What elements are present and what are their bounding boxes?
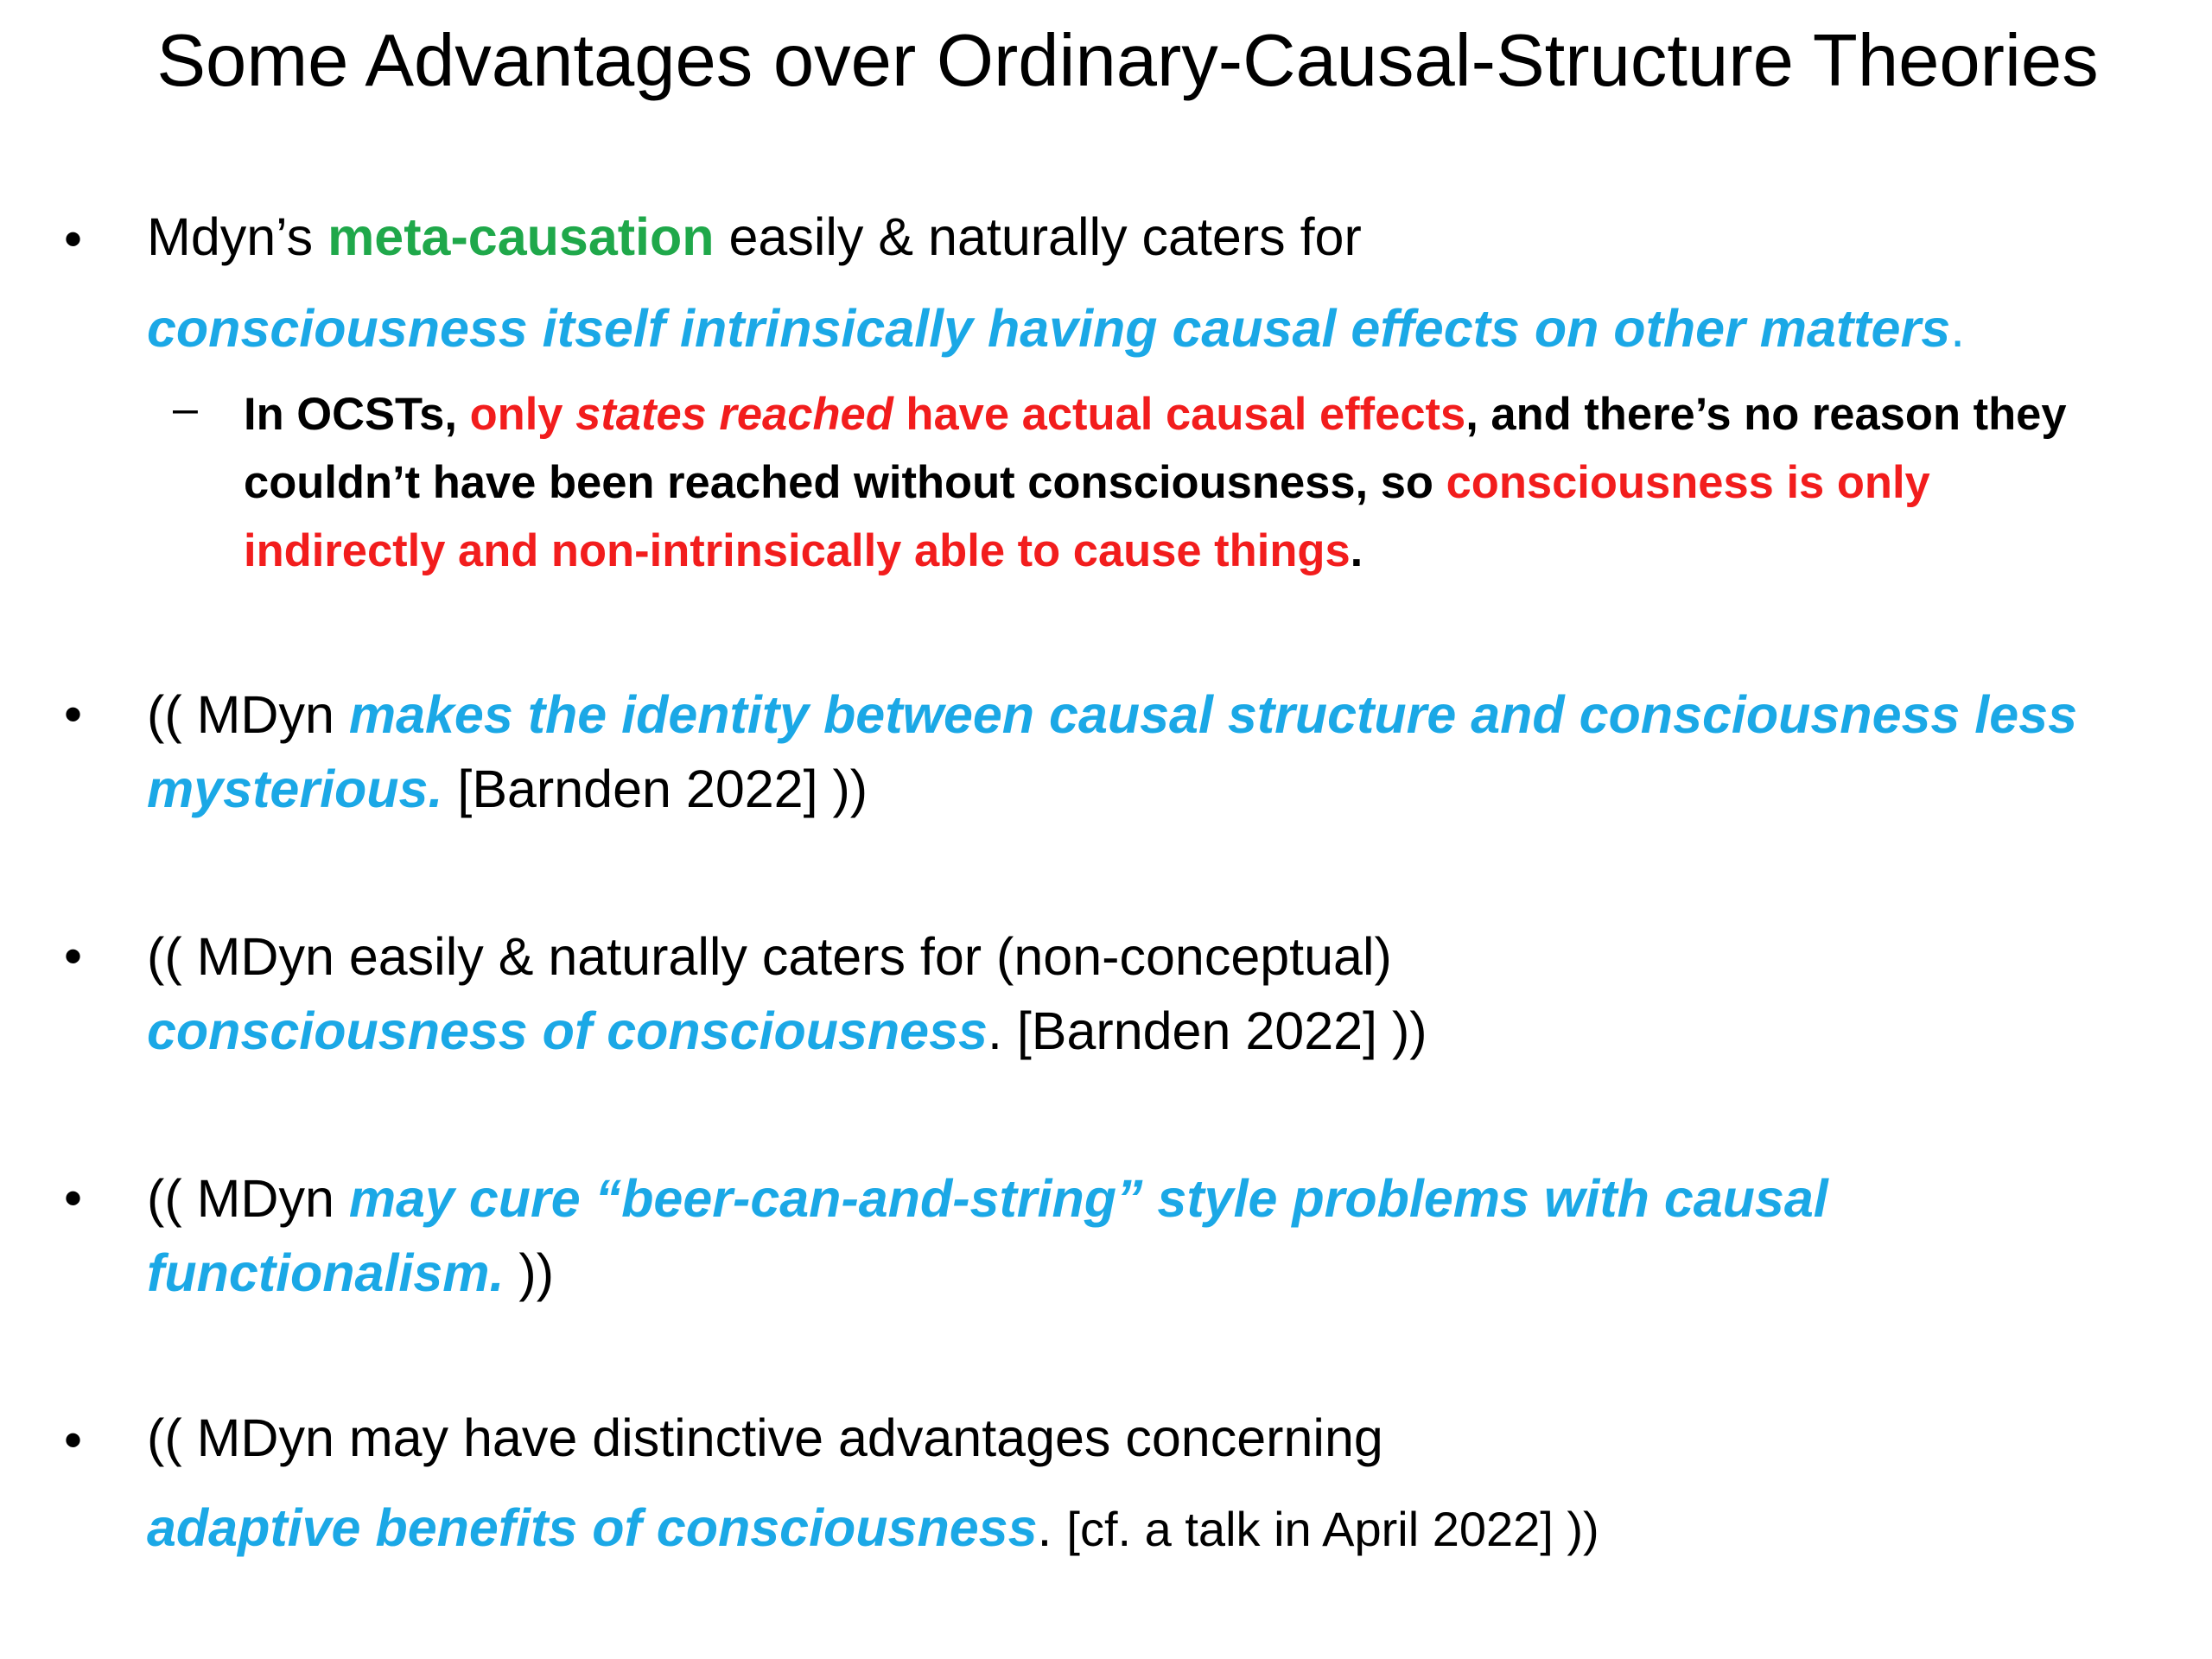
b5-period: . [1037,1498,1067,1557]
sub-line-2 [244,448,2196,517]
b4-highlight-1: may cure “beer-can-and-string” style problems with causal [348,1169,1828,1228]
sub-s8: indirectly and non-intrinsically able to cause things [244,525,1351,576]
bullet-2-marker: • [64,685,83,743]
b4-highlight-2: functionalism. [147,1243,505,1302]
bullet-4-marker: • [64,1169,83,1227]
b4-text-1: (( MDyn [147,1169,349,1228]
b4-line-2 [147,1236,2195,1310]
b5-highlight: adaptive benefits of consciousness [147,1498,1038,1557]
bullet-3-marker: • [64,927,83,985]
b4-line-1 [147,1161,2195,1236]
b1-period: . [1950,299,1966,358]
bullet-1-marker: • [64,210,83,268]
b2-highlight-1: makes the identity between causal structure and consciousness less [348,685,2078,744]
b3-citation: . [Barnden 2022] )) [987,1001,1427,1060]
sub-s9: . [1350,525,1363,576]
sub-s3: states reached [575,389,893,440]
sub-line-3 [244,517,2196,585]
b3-line-2 [147,994,2195,1068]
bullet-1-line-1 [147,204,2195,270]
b1-meta-causation: meta-causation [327,207,715,266]
bullet-2-text [147,677,2195,826]
b2-highlight-2: mysterious. [147,760,443,818]
sub-s6: couldn’t have been reached without consciousness, so [244,457,1446,508]
sub-line-1 [244,380,2196,448]
b2-citation: [Barnden 2022] )) [442,760,868,818]
b3-highlight: consciousness of consciousness [147,1001,988,1060]
b1-text-3: easily & naturally caters for [714,207,1362,266]
bullet-5-line-2 [147,1493,2195,1564]
b2-line-1 [147,677,2195,752]
b4-closing: )) [504,1243,555,1302]
sub-s7: consciousness is only [1446,457,1930,508]
bullet-5-marker: • [64,1411,83,1469]
bullet-4-text [147,1161,2195,1310]
sub-s2: only [469,389,576,440]
b2-text-1: (( MDyn [147,685,349,744]
b1-text-1: Mdyn’s [147,207,328,266]
slide-title: Some Advantages over Ordinary-Causal-Structure Theories [156,20,2099,102]
b5-citation: [cf. a talk in April 2022] )) [1066,1502,1599,1556]
sub-s5: , and there’s no reason they [1465,389,2067,440]
b3-line-1: (( MDyn easily & naturally caters for (non-conceptual) [147,927,1392,986]
b2-line-2 [147,752,2195,826]
bullet-5-line-1: (( MDyn may have distinctive advantages concerning [147,1408,1383,1467]
sub-s1: In OCSTs, [244,389,470,440]
sub-s4: have actual causal effects [893,389,1466,440]
sub-bullet-text [244,380,2196,585]
bullet-3-text [147,919,2195,1068]
b1-highlight: consciousness itself intrinsically having causal effects on other matters [147,299,1951,358]
bullet-1-line-2 [147,294,2195,363]
sub-bullet-dash: – [173,384,198,434]
